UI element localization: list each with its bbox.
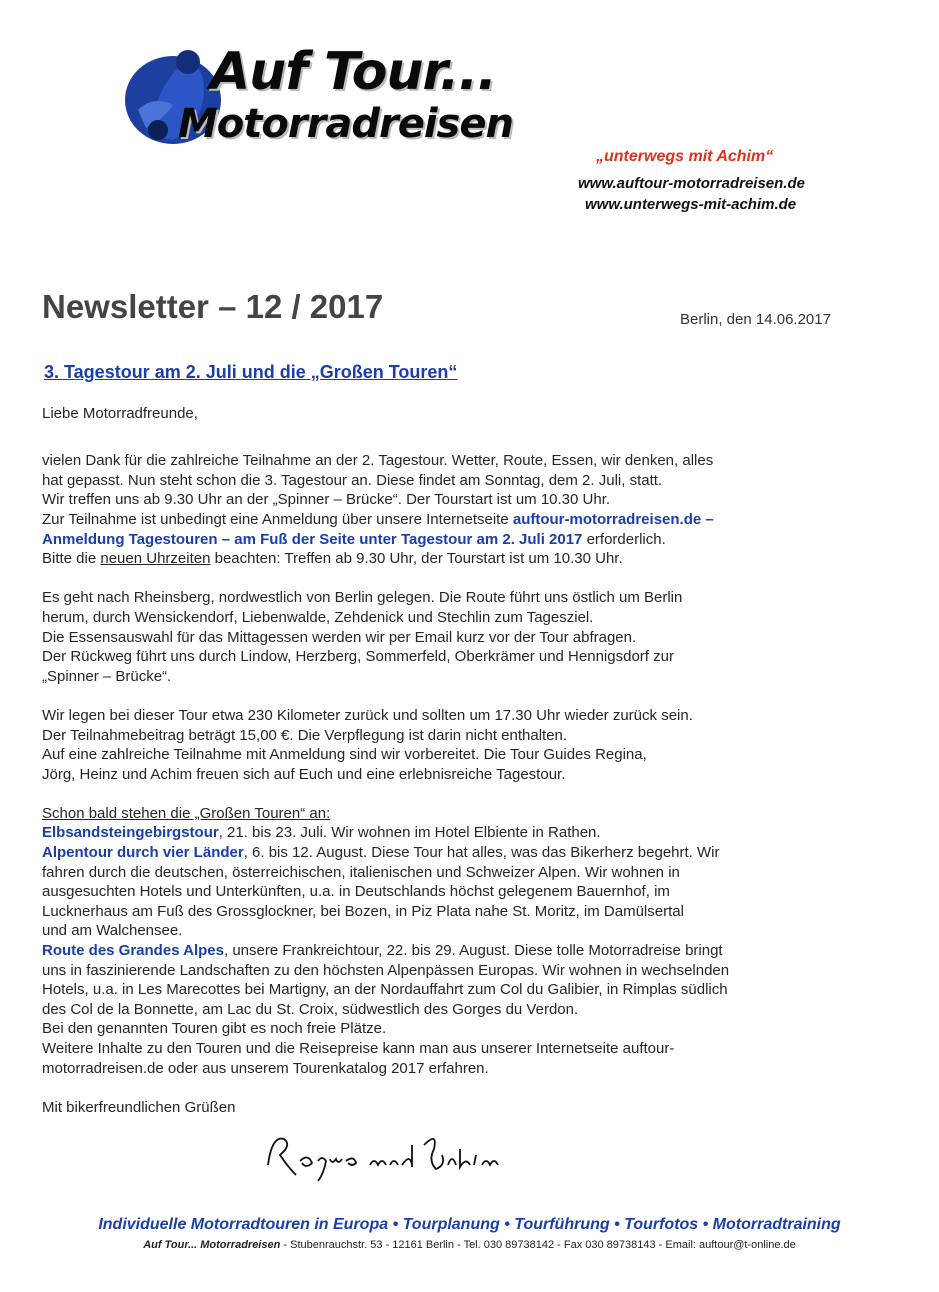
tour-item — [42, 941, 882, 961]
body-line: Auf eine zahlreiche Teilnahme mit Anmeldung sind wir vorbereitet. Die Tour Guides Regina, — [42, 746, 647, 764]
body-line: fahren durch die deutschen, österreichischen, italienischen und Schweizer Alpen. Wir wohnen in — [42, 863, 680, 881]
body-line: Hotels, u.a. in Les Marecottes bei Martigny, an der Nordauffahrt zum Col du Galibier, in Rimplas südlich — [42, 981, 728, 999]
subject-heading: 3. Tagestour am 2. Juli und die „Großen Touren“ — [44, 362, 458, 382]
body-text: beachten: Treffen ab 9.30 Uhr, der Tourstart ist um 10.30 Uhr. — [210, 550, 623, 568]
letter-body — [42, 404, 882, 1117]
body-line: vielen Dank für die zahlreiche Teilnahme an der 2. Tagestour. Wetter, Route, Essen, wir denken, alles — [42, 452, 714, 470]
body-line: Lucknerhaus am Fuß des Grossglockner, bei Bozen, in Piz Plata nahe St. Moritz, im Damülsertal — [42, 902, 684, 920]
tour-name: Elbsandsteingebirgstour — [42, 824, 219, 842]
body-line — [42, 530, 882, 550]
footer-address — [0, 1239, 939, 1251]
footer-company: Auf Tour... Motorradreisen — [143, 1239, 281, 1251]
tour-item — [42, 843, 882, 863]
closing: Mit bikerfreundlichen Grüßen — [42, 1098, 236, 1116]
body-line — [42, 549, 882, 569]
slogan: „unterwegs mit Achim“ — [596, 148, 774, 165]
body-line: herum, durch Wensickendorf, Liebenwalde, Zehdenick und Stechlin zum Tagesziel. — [42, 608, 594, 626]
body-line: Der Rückweg führt uns durch Lindow, Herzberg, Sommerfeld, Oberkrämer und Hennigsdorf zur — [42, 648, 674, 666]
tour-name: Alpentour durch vier Länder — [42, 844, 244, 862]
tour-name: Route des Grandes Alpes — [42, 942, 224, 960]
logo-text-auf-tour: Auf Tour... — [210, 42, 496, 102]
website-link-auftour[interactable]: www.auftour-motorradreisen.de — [578, 175, 805, 192]
body-text: erforderlich. — [582, 530, 666, 548]
body-line: Bei den genannten Touren gibt es noch freie Plätze. — [42, 1020, 387, 1038]
body-line: und am Walchensee. — [42, 922, 183, 940]
body-text: , 6. bis 12. August. Diese Tour hat alles, was das Bikerherz begehrt. Wir — [243, 844, 720, 862]
body-text: , unsere Frankreichtour, 22. bis 29. August. Diese tolle Motorradreise bringt — [224, 942, 723, 960]
logo — [118, 28, 588, 163]
new-times-underlined: neuen Uhrzeiten — [100, 550, 211, 568]
newsletter-title: Newsletter – 12 / 2017 — [42, 288, 384, 325]
body-line: motorradreisen.de oder aus unserem Tourenkatalog 2017 erfahren. — [42, 1059, 489, 1077]
body-text: , 21. bis 23. Juli. Wir wohnen im Hotel Elbiente in Rathen. — [218, 824, 601, 842]
handwritten-signature — [262, 1125, 502, 1185]
greeting: Liebe Motorradfreunde, — [42, 405, 198, 422]
body-line: Der Teilnahmebeitrag beträgt 15,00 €. Die Verpflegung ist darin nicht enthalten. — [42, 726, 568, 744]
body-line: Wir legen bei dieser Tour etwa 230 Kilometer zurück und sollten um 17.30 Uhr wieder zurück sein. — [42, 706, 693, 724]
body-line: Jörg, Heinz und Achim freuen sich auf Euch und eine erlebnisreiche Tagestour. — [42, 765, 566, 783]
footer-contact: - Stubenrauchstr. 53 - 12161 Berlin - Tel. 030 89738142 - Fax 030 89738143 - Email: auftour@t-online.de — [280, 1239, 796, 1251]
footer-services: Individuelle Motorradtouren in Europa • Tourplanung • Tourführung • Tourfotos • Motorradtraining — [98, 1216, 841, 1233]
body-line: „Spinner – Brücke“. — [42, 667, 172, 685]
body-line: Wir treffen uns ab 9.30 Uhr an der „Spinner – Brücke“. Der Tourstart ist um 10.30 Uhr. — [42, 491, 611, 509]
body-line: des Col de la Bonnette, am Lac du St. Croix, südwestlich des Gorges du Verdon. — [42, 1000, 579, 1018]
body-line — [42, 510, 882, 530]
website-link-unterwegs[interactable]: www.unterwegs-mit-achim.de — [585, 196, 797, 213]
body-line: Weitere Inhalte zu den Touren und die Reisepreise kann man aus unserer Internetseite auftour- — [42, 1040, 675, 1057]
body-line: Die Essensauswahl für das Mittagessen werden wir per Email kurz vor der Tour abfragen. — [42, 628, 637, 646]
tour-item — [42, 823, 882, 843]
body-text: Bitte die — [42, 550, 101, 568]
letter-date: Berlin, den 14.06.2017 — [680, 311, 831, 328]
body-line: ausgesuchten Hotels und Unterkünften, u.a. in Deutschlands höchst gelegenem Bauernhof, im — [42, 883, 670, 901]
logo-text-motorradreisen: Motorradreisen — [178, 101, 513, 147]
body-line: uns in faszinierende Landschaften zu den höchsten Alpenpässen Europas. Wir wohnen in wechselnden — [42, 961, 730, 979]
body-line: hat gepasst. Nun steht schon die 3. Tagestour an. Diese findet am Sonntag, dem 2. Juli, statt. — [42, 471, 663, 489]
big-tours-heading: Schon bald stehen die „Großen Touren“ an: — [42, 804, 331, 822]
body-line: Es geht nach Rheinsberg, nordwestlich von Berlin gelegen. Die Route führt uns östlich um Berlin — [42, 589, 683, 607]
registration-link-detail[interactable]: Anmeldung Tagestouren – am Fuß der Seite unter Tagestour am 2. Juli 2017 — [42, 530, 583, 548]
body-text: Zur Teilnahme ist unbedingt eine Anmeldung über unsere Internetseite — [42, 510, 513, 528]
registration-link[interactable]: auftour-motorradreisen.de – — [512, 510, 714, 528]
